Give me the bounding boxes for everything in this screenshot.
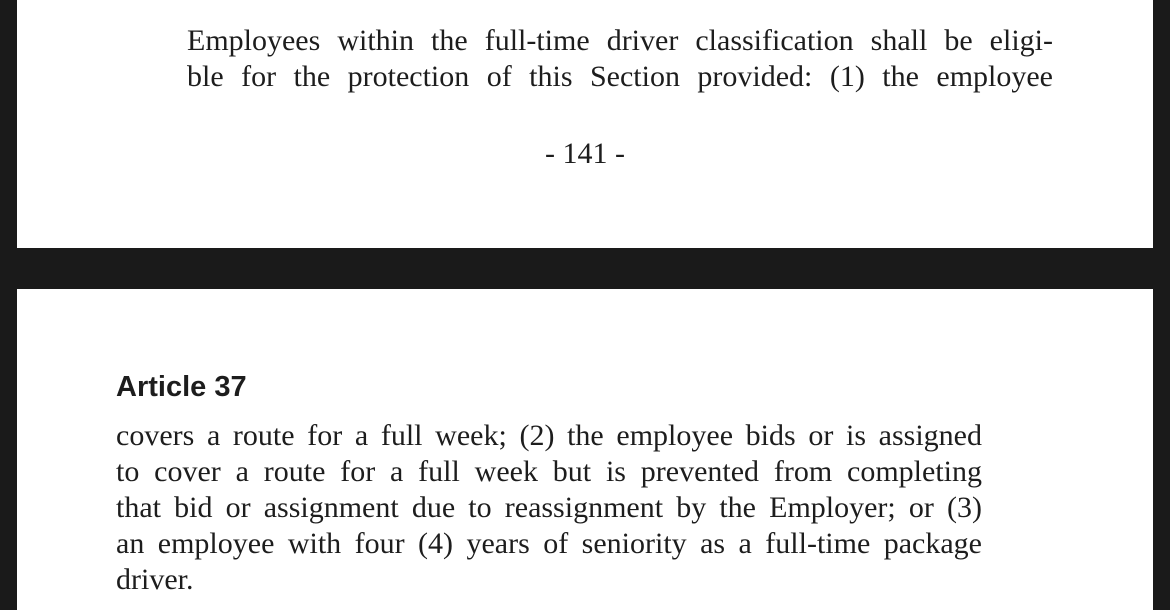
- document-page-top: [17, 0, 1153, 248]
- text-line: driver.: [116, 563, 194, 596]
- body-paragraph: [116, 418, 982, 598]
- text-line: to cover a route for a full week but is prevented from completing: [116, 455, 982, 488]
- text-line: covers a route for a full week; (2) the employee bids or is assigned: [116, 419, 982, 452]
- article-header: Article 37: [116, 371, 247, 403]
- body-paragraph: [187, 23, 1053, 95]
- page-number: - 141 -: [545, 137, 625, 170]
- text-line: an employee with four (4) years of seniority as a full-time package: [116, 527, 982, 560]
- document-page-bottom: [17, 289, 1153, 610]
- text-line: Employees within the full-time driver classification shall be eligi-: [187, 24, 1053, 57]
- text-line: ble for the protection of this Section provided: (1) the employee: [187, 60, 1053, 93]
- text-line: that bid or assignment due to reassignment by the Employer; or (3): [116, 491, 982, 524]
